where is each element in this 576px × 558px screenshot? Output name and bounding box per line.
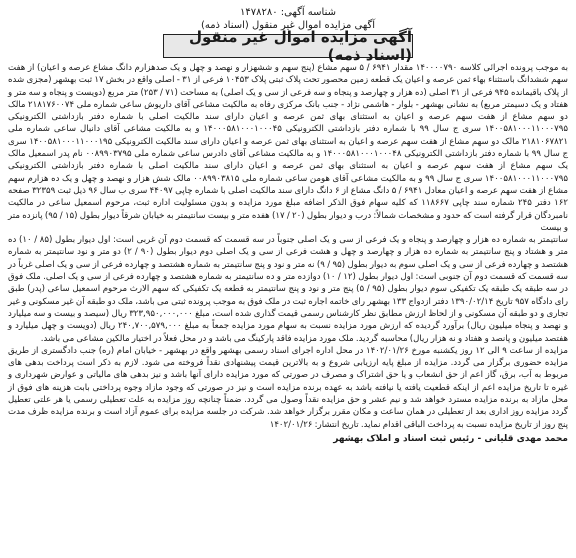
ad-paragraph: مزایده از ساعت ۹ الی ۱۲ روز یکشنبه مورخ ۱۴۰۲/۰۱/۲۶ در محل اداره اجرای اسناد رسمی بهشهر واقع در بهشهر - خیابان امام (ره) جنب دادگستری از طریق مزایده حضوری برگزار می گردد. مزایده از مبلغ پایه ارزیابی شروع و به بالاترین قیمت پیشنهادی نقداً فروخته می شود. لازم به ذکر است پرداخت بدهی های مربوط به آب، برق، گاز اعم از حق انشعاب و یا حق اشتراک و مصرف در صورتی که مورد مزایده دارای آنها باشد و نیز بدهی های مالیاتی و عوارض شهرداری و غیره تا تاریخ مزایده اعم از اینکه قطعیت یافته یا نیافته باشد به عهده برنده مزایده است و نیز در صورتی که وجود مازاد وجوه پرداختی بابت هزینه های فوق از محل مازاد به برنده مزایده مسترد خواهد شد و نیم عشر و حق مزایده نقداً وصول می گردد. ضمناً چنانچه روز مزایده به علت تعطیلی رسمی یا هر علتی تعطیل گردد مزایده روز اداری بعد از تعطیلی در همان ساعت و مکان مقرر برگزار خواهد شد. شرکت در جلسه مزایده برای عموم آزاد است و برنده مزایده ظرف مدت پنج روز از تاریخ مزایده نسبت به پرداخت الباقی اقدام نماید. تاریخ انتشار: ۱۴۰۲/۰۱/۲۶ — [8, 345, 569, 430]
ad-body — [8, 62, 568, 431]
ad-paragraph: به موجب پرونده اجرائی کلاسه ۱۴۰۰۰۰۷۹۰ مقدار ۶۹۴۱ / ۵ سهم مشاع (پنج سهم و ششهزار و نهصد و چهل و یک صدهزارم دانگ مشاع عرصه و اعیان) از هفت سهم ششدانگ باستثناء بهاء ثمن عرصه و اعیان یک قطعه زمین محصور تحت پلاک ثبتی پلاک ۱۰۴۵۳ فرعی از ۳۱ - اصلی واقع در بخش ۱۷ ثبت بهشهر (مجزی شده از پلاک باقیمانده ۹۴۵ فرعی از ۳۱ اصلی (ده هزار و چهارصد و پنجاه و سه فرعی از سی و یک اصلی) به مساحت (۷۱ / ۲۵۳) متر مربع (دویست و پنجاه و سه متر و هفتاد و یک دسیمتر مربع) به نشانی بهشهر - بلوار - هاشمی نژاد - جنب بانک مرکزی رفاه به مالکیت مشاعی آقای داریوش ساعی شماره ملی ۲۱۸۱۷۶۰۰۷۴ مالک دو سهم مشاع از هفت سهم عرصه و اعیان به استثنای بهای ثمن عرصه و اعیان دارای سند مالکیت اصلی با شماره دفتر بازداشتی الکترونیکی ۱۴۰۰۵۸۱۰۰۰۱۱۰۰۰۷۹۵ سری ج سال ۹۹ با شماره دفتر بازداشتی الکترونیکی ۱۴۰۰۰۵۸۱۰۰۰۱۰۰۰۴۵ و به مالکیت مشاعی آقای دانیال ساعی شماره ملی ۲۱۸۱۰۶۷۸۲۱ مالک دو سهم مشاع از هفت سهم عرصه و اعیان به استثنای بهای ثمن عرصه و اعیان دارای سند مالکیت الکترونیکی ۱۴۰۰۵۸۱۰۰۰۱۱۰۰۰۱۹۵ سری ج سال ۹۹ با شماره دفتر بازداشتی الکترونیکی ۱۴۰۰۰۵۸۱۰۰۰۱۰۰۰۴۸ و به مالکیت مشاعی آقای دادرس ساعی شماره ملی ۰۰۸۹۹۰۳۷۹۵ نام پدر اسمعیل مالک یک سهم مشاع از هفت سهم عرصه و اعیان به استثنای بهای ثمن عرصه و اعیان دارای سند مالکیت اصلی با شماره دفتر بازداشتی الکترونیکی ۱۴۰۰۵۸۱۰۰۰۱۱۰۰۰۷۹۵ سری ج سال ۹۹ و به مالکیت مشاعی آقای هومن ساعی شماره ملی ۰۰۸۹۹۰۳۸۱۵ مالک شش هزار و نهصد و چهل و یک ده هزارم سهم مشاع از هفت سهم عرصه و اعیان معادل ۶۹۴۱ / ۵ دانگ مشاع از ۶ دانگ دارای سند مالکیت اصلی با شماره چاپی ۴۴۰۹۷ سری ب سال ۹۶ ذیل ثبت ۳۲۳۵۹ صفحه ۱۶۲ دفتر ۲۴۵ شماره سند چاپی ۱۱۸۶۶۷ که کلیه سهام فوق الذکر اضافه مبلغ مورد مزایده و بدون مسئولیت اداره ثبت، مرحوم اسمعیل ساعی در مالکیت نامبردگان قرار گرفته است که حدود و مشخصات شمالاً: درب و دیوار بطول (۲۰ / ۱۷) هفده متر و بیست سانتیمتر به خیابان شرقاً دیوار بطول (۱۵ / ۹۵) پانزده متر و بیست — [8, 63, 569, 233]
ad-title: آگهی مزایده اموال غیر منقول (اسناد ذمه) — [163, 34, 413, 58]
ad-subtitle: آگهی مزایده اموال غیر منقول (اسناد ذمه) — [200, 20, 376, 31]
ad-signature: محمد مهدی قلیانی - رئیس ثبت اسناد و املاک بهشهر — [333, 433, 568, 444]
ad-id: شناسه آگهی: ۱۴۷۸۲۸۰ — [239, 7, 336, 18]
ad-paragraph: سانتیمتر به شماره ده هزار و چهارصد و پنجاه و یک فرعی از سی و یک اصلی جنوباً در سه قسمت که قسمت دوم آن غربی است: اول دیوار بطول (۸۵ / ۱۰) ده متر و هشتاد و پنج سانتیمتر به شماره ده هزار و چهارصد و چهل و هشت فرعی از سی و یک اصلی دوم دیوار بطول (۹۰ / ۲) دو متر و نود سانتیمتر به شماره هشتصد و چهارده فرعی از سی و یک اصلی سوم به دیوار بطول (۹۵ / ۹) نه متر و نود و پنج سانتیمتر به شماره هشتصد و چهارده فرعی از سی و یک اصلی غرباً در سه قسمت که قسمت دوم آن جنوبی است: اول دیوار بطول (۱۲ / ۱۰) دوازده متر و ده سانتیمتر به شماره هشتصد و چهارده فرعی از سی و یک اصلی. ملک فوق در سه طبقه یک طبقه یک تکفیکی سوم دیوار بطول (۹۵ / ۵) پنج متر و نود و پنج سانتیمتر به قطعه یک تکفیکی که سهم الارث مرحوم اسمعیل ساعی (پدر) طبق رای دادگاه ۹۵۷ تاریخ ۱۳۹۰/۰۲/۱۴ دفتر ازدواج ۱۳۳ بهشهر رای خاتمه اجاره ثبت در ملک فوق به موجب پرونده ثبتی می باشد، ملک دو طبقه آن غیر مسکونی و غیر تجاری و دو طبقه آن مسکونی و از لحاظ ارزش مطابق نظر کارشناس رسمی قیمت گذاری شده است، مبلغ ۳۲۳,۹۵۰,۰۰۰,۰۰۰ ریال (سیصد و بیست و سه میلیارد و نهصد و پنجاه میلیون ریال) برآورد گردیده که ارزش مورد مزایده نسبت به سهام مورد مزایده جمعاً به مبلغ ۲۴۰,۷۰۰,۵۷۹,۰۰۰ ریال (دویست و چهل میلیارد و هفتصد میلیون و پانصد و هفتاد و نه هزار ریال) محاسبه گردید. ملک مورد مزایده فاقد پارکینگ می باشد و در محل فعلاً در اختیار مالکین مشاعی می باشد. — [8, 235, 569, 344]
